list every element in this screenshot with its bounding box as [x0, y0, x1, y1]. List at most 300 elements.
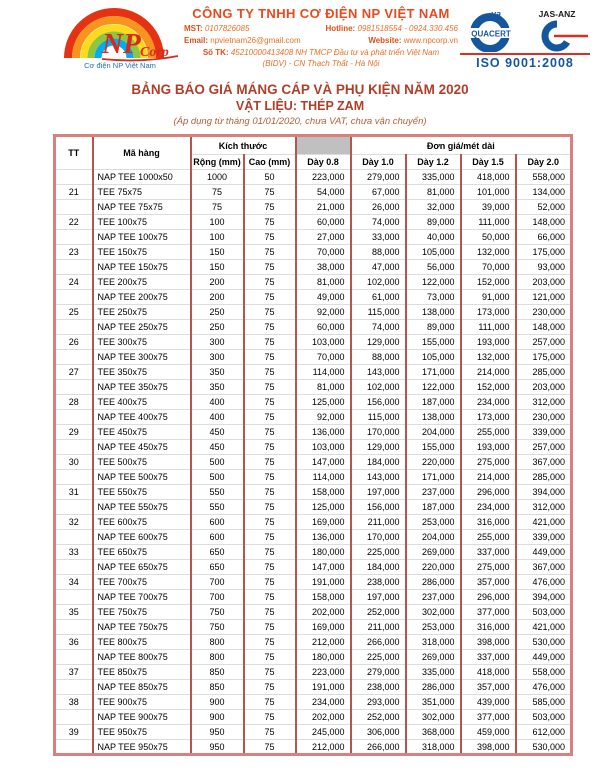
- ma-hang-cell: NAP TEE 950x75: [93, 740, 191, 755]
- tt-cell: [55, 620, 93, 635]
- price-day15-cell: 152,000: [461, 275, 516, 290]
- price-day10-cell: 211,000: [351, 515, 406, 530]
- price-day12-cell: 187,000: [406, 395, 461, 410]
- ma-hang-cell: TEE 850x75: [93, 665, 191, 680]
- price-table: [53, 134, 573, 756]
- rong-cell: 750: [191, 620, 244, 635]
- ma-hang-cell: TEE 650x75: [93, 545, 191, 560]
- cao-cell: 75: [244, 515, 296, 530]
- price-day20-cell: 530,000: [516, 740, 572, 755]
- rong-cell: 550: [191, 485, 244, 500]
- price-day15-cell: 357,000: [461, 680, 516, 695]
- tt-cell: [55, 410, 93, 425]
- rong-cell: 850: [191, 680, 244, 695]
- ma-hang-cell: NAP TEE 400x75: [93, 410, 191, 425]
- price-day10-cell: 143,000: [351, 365, 406, 380]
- price-day12-cell: 269,000: [406, 650, 461, 665]
- price-day10-cell: 61,000: [351, 290, 406, 305]
- price-day12-cell: 237,000: [406, 485, 461, 500]
- table-row: [55, 485, 572, 500]
- price-day15-cell: 70,000: [461, 260, 516, 275]
- table-row: [55, 170, 572, 185]
- price-day10-cell: 225,000: [351, 650, 406, 665]
- price-day12-cell: 253,000: [406, 620, 461, 635]
- ma-hang-cell: NAP TEE 150x75: [93, 260, 191, 275]
- npcorp-logo: [56, 6, 184, 72]
- quacert-icon: [460, 8, 522, 52]
- table-row: [55, 410, 572, 425]
- email: Email: npvietnam26@gmail.com: [184, 36, 301, 45]
- rong-cell: 250: [191, 305, 244, 320]
- rong-cell: 600: [191, 515, 244, 530]
- price-day12-cell: 138,000: [406, 410, 461, 425]
- price-day12-cell: 40,000: [406, 230, 461, 245]
- table-row: [55, 215, 572, 230]
- cao-cell: 75: [244, 695, 296, 710]
- ma-hang-cell: NAP TEE 650x75: [93, 560, 191, 575]
- tt-cell: 34: [55, 575, 93, 590]
- col-header-tt: TT: [55, 136, 93, 170]
- table-row: [55, 515, 572, 530]
- price-day15-cell: 173,000: [461, 305, 516, 320]
- price-day10-cell: 306,000: [351, 725, 406, 740]
- col-group-don-gia: Đơn giá/mét dài: [351, 136, 572, 155]
- tt-cell: [55, 380, 93, 395]
- price-day20-cell: 558,000: [516, 170, 572, 185]
- price-day08-cell: 180,000: [296, 545, 351, 560]
- price-day15-cell: 418,000: [461, 170, 516, 185]
- price-day10-cell: 88,000: [351, 245, 406, 260]
- price-day15-cell: 377,000: [461, 710, 516, 725]
- price-day12-cell: 32,000: [406, 200, 461, 215]
- rong-cell: 600: [191, 530, 244, 545]
- ma-hang-cell: NAP TEE 600x75: [93, 530, 191, 545]
- tt-cell: 21: [55, 185, 93, 200]
- price-day15-cell: 193,000: [461, 440, 516, 455]
- cao-cell: 50: [244, 170, 296, 185]
- company-info: [182, 6, 460, 70]
- price-day12-cell: 122,000: [406, 275, 461, 290]
- price-day10-cell: 252,000: [351, 710, 406, 725]
- price-day15-cell: 275,000: [461, 560, 516, 575]
- table-row: [55, 620, 572, 635]
- tt-cell: [55, 470, 93, 485]
- jas-anz-text: JAS-ANZ: [538, 9, 576, 19]
- ma-hang-cell: NAP TEE 500x75: [93, 470, 191, 485]
- col-header-day-20: Dày 2.0: [516, 155, 572, 170]
- price-day10-cell: 211,000: [351, 620, 406, 635]
- red-divider: [460, 53, 590, 55]
- rong-cell: 150: [191, 260, 244, 275]
- ma-hang-cell: NAP TEE 75x75: [93, 200, 191, 215]
- price-day20-cell: 503,000: [516, 605, 572, 620]
- cao-cell: 75: [244, 575, 296, 590]
- price-day15-cell: 275,000: [461, 455, 516, 470]
- tt-cell: 25: [55, 305, 93, 320]
- price-day10-cell: 74,000: [351, 215, 406, 230]
- table-row: [55, 425, 572, 440]
- cao-cell: 75: [244, 335, 296, 350]
- tt-cell: 37: [55, 665, 93, 680]
- tt-cell: [55, 200, 93, 215]
- price-day20-cell: 312,000: [516, 500, 572, 515]
- price-day10-cell: 279,000: [351, 170, 406, 185]
- price-day15-cell: 337,000: [461, 545, 516, 560]
- price-day10-cell: 170,000: [351, 530, 406, 545]
- cao-cell: 75: [244, 545, 296, 560]
- price-day15-cell: 214,000: [461, 470, 516, 485]
- table-row: [55, 665, 572, 680]
- price-day08-cell: 60,000: [296, 320, 351, 335]
- ma-hang-cell: TEE 700x75: [93, 575, 191, 590]
- price-day12-cell: 318,000: [406, 740, 461, 755]
- price-day10-cell: 67,000: [351, 185, 406, 200]
- validity-note: (Áp dụng từ tháng 01/01/2020, chưa VAT, chưa vận chuyển): [173, 116, 427, 127]
- price-day15-cell: 234,000: [461, 500, 516, 515]
- price-day15-cell: 39,000: [461, 200, 516, 215]
- col-header-ma-hang: Mã hàng: [93, 136, 191, 170]
- price-day15-cell: 296,000: [461, 485, 516, 500]
- ma-hang-cell: NAP TEE 350x75: [93, 380, 191, 395]
- cao-cell: 75: [244, 230, 296, 245]
- price-day20-cell: 394,000: [516, 590, 572, 605]
- price-day08-cell: 136,000: [296, 425, 351, 440]
- page-title: BẢNG BÁO GIÁ MÁNG CÁP VÀ PHỤ KIỆN NĂM 2020: [131, 82, 469, 97]
- price-day20-cell: 449,000: [516, 650, 572, 665]
- price-day20-cell: 134,000: [516, 185, 572, 200]
- logo-np-text: NP: [102, 28, 141, 60]
- price-day15-cell: 377,000: [461, 605, 516, 620]
- price-table-body: [55, 170, 572, 755]
- cao-cell: 75: [244, 665, 296, 680]
- price-day20-cell: 612,000: [516, 725, 572, 740]
- table-row: [55, 680, 572, 695]
- tt-cell: 36: [55, 635, 93, 650]
- price-day12-cell: 269,000: [406, 545, 461, 560]
- price-day10-cell: 74,000: [351, 320, 406, 335]
- price-day15-cell: 50,000: [461, 230, 516, 245]
- price-day12-cell: 253,000: [406, 515, 461, 530]
- price-day20-cell: 312,000: [516, 395, 572, 410]
- cao-cell: 75: [244, 680, 296, 695]
- ma-hang-cell: TEE 600x75: [93, 515, 191, 530]
- table-row: [55, 185, 572, 200]
- price-day10-cell: 129,000: [351, 335, 406, 350]
- tt-cell: [55, 230, 93, 245]
- mst: MST: 0107826085: [184, 24, 250, 33]
- price-day10-cell: 33,000: [351, 230, 406, 245]
- cao-cell: 75: [244, 320, 296, 335]
- price-day15-cell: 296,000: [461, 590, 516, 605]
- rong-cell: 100: [191, 230, 244, 245]
- table-row: [55, 695, 572, 710]
- price-day15-cell: 132,000: [461, 245, 516, 260]
- rong-cell: 850: [191, 665, 244, 680]
- price-day08-cell: 125,000: [296, 500, 351, 515]
- price-day12-cell: 335,000: [406, 665, 461, 680]
- cao-cell: 75: [244, 650, 296, 665]
- table-row: [55, 635, 572, 650]
- price-day08-cell: 70,000: [296, 350, 351, 365]
- certifications: [458, 8, 592, 70]
- rong-cell: 350: [191, 380, 244, 395]
- price-day08-cell: 81,000: [296, 275, 351, 290]
- tt-cell: 32: [55, 515, 93, 530]
- cao-cell: 75: [244, 305, 296, 320]
- tt-cell: 30: [55, 455, 93, 470]
- tt-cell: [55, 590, 93, 605]
- price-day12-cell: 318,000: [406, 635, 461, 650]
- price-day10-cell: 170,000: [351, 425, 406, 440]
- price-day08-cell: 114,000: [296, 365, 351, 380]
- website: Website: www.npcorp.vn: [368, 36, 458, 45]
- tt-cell: [55, 290, 93, 305]
- price-day15-cell: 418,000: [461, 665, 516, 680]
- tt-cell: 26: [55, 335, 93, 350]
- price-day12-cell: 220,000: [406, 560, 461, 575]
- price-day08-cell: 169,000: [296, 515, 351, 530]
- rong-cell: 75: [191, 185, 244, 200]
- price-day12-cell: 122,000: [406, 380, 461, 395]
- rong-cell: 650: [191, 545, 244, 560]
- price-table-header: [55, 136, 572, 170]
- cao-cell: 75: [244, 395, 296, 410]
- price-day12-cell: 81,000: [406, 185, 461, 200]
- price-day12-cell: 204,000: [406, 425, 461, 440]
- price-day20-cell: 230,000: [516, 410, 572, 425]
- price-day10-cell: 115,000: [351, 305, 406, 320]
- price-day20-cell: 421,000: [516, 515, 572, 530]
- price-day08-cell: 60,000: [296, 215, 351, 230]
- tt-cell: 31: [55, 485, 93, 500]
- price-day20-cell: 285,000: [516, 365, 572, 380]
- table-row: [55, 275, 572, 290]
- tt-cell: [55, 650, 93, 665]
- price-day10-cell: 238,000: [351, 680, 406, 695]
- price-day12-cell: 138,000: [406, 305, 461, 320]
- table-row: [55, 395, 572, 410]
- price-day20-cell: 339,000: [516, 425, 572, 440]
- rong-cell: 200: [191, 290, 244, 305]
- price-day15-cell: 255,000: [461, 425, 516, 440]
- price-day12-cell: 286,000: [406, 575, 461, 590]
- price-day15-cell: 459,000: [461, 725, 516, 740]
- price-day20-cell: 66,000: [516, 230, 572, 245]
- col-header-rong: Rộng (mm): [191, 155, 244, 170]
- col-header-day-08: Dày 0.8: [296, 155, 351, 170]
- price-day08-cell: 212,000: [296, 740, 351, 755]
- price-day20-cell: 257,000: [516, 335, 572, 350]
- price-day12-cell: 73,000: [406, 290, 461, 305]
- rong-cell: 100: [191, 215, 244, 230]
- price-day08-cell: 136,000: [296, 530, 351, 545]
- price-day08-cell: 158,000: [296, 485, 351, 500]
- price-day15-cell: 91,000: [461, 290, 516, 305]
- ma-hang-cell: NAP TEE 900x75: [93, 710, 191, 725]
- ma-hang-cell: TEE 100x75: [93, 215, 191, 230]
- ma-hang-cell: TEE 150x75: [93, 245, 191, 260]
- price-day08-cell: 212,000: [296, 635, 351, 650]
- ma-hang-cell: TEE 250x75: [93, 305, 191, 320]
- price-day08-cell: 38,000: [296, 260, 351, 275]
- tt-cell: [55, 530, 93, 545]
- cao-cell: 75: [244, 590, 296, 605]
- price-day15-cell: 173,000: [461, 410, 516, 425]
- price-day08-cell: 103,000: [296, 335, 351, 350]
- rainbow-logo-icon: [56, 6, 184, 72]
- price-day12-cell: 286,000: [406, 680, 461, 695]
- table-row: [55, 200, 572, 215]
- price-day10-cell: 102,000: [351, 275, 406, 290]
- price-day20-cell: 449,000: [516, 545, 572, 560]
- cao-cell: 75: [244, 200, 296, 215]
- cao-cell: 75: [244, 260, 296, 275]
- table-row: [55, 590, 572, 605]
- price-day08-cell: 169,000: [296, 620, 351, 635]
- rong-cell: 950: [191, 740, 244, 755]
- tt-cell: 27: [55, 365, 93, 380]
- ma-hang-cell: TEE 900x75: [93, 695, 191, 710]
- table-row: [55, 380, 572, 395]
- price-day12-cell: 171,000: [406, 470, 461, 485]
- tt-cell: 23: [55, 245, 93, 260]
- cao-cell: 75: [244, 440, 296, 455]
- rong-cell: 75: [191, 200, 244, 215]
- price-day20-cell: 367,000: [516, 560, 572, 575]
- rong-cell: 950: [191, 725, 244, 740]
- tt-cell: 33: [55, 545, 93, 560]
- price-day10-cell: 115,000: [351, 410, 406, 425]
- ma-hang-cell: NAP TEE 450x75: [93, 440, 191, 455]
- tt-cell: 29: [55, 425, 93, 440]
- price-day12-cell: 105,000: [406, 245, 461, 260]
- table-row: [55, 365, 572, 380]
- ma-hang-cell: TEE 750x75: [93, 605, 191, 620]
- price-day08-cell: 223,000: [296, 665, 351, 680]
- cao-cell: 75: [244, 215, 296, 230]
- price-day08-cell: 27,000: [296, 230, 351, 245]
- price-day20-cell: 257,000: [516, 440, 572, 455]
- ma-hang-cell: TEE 200x75: [93, 275, 191, 290]
- ma-hang-cell: TEE 950x75: [93, 725, 191, 740]
- tt-cell: 28: [55, 395, 93, 410]
- price-day15-cell: 214,000: [461, 365, 516, 380]
- price-day08-cell: 147,000: [296, 455, 351, 470]
- cao-cell: 75: [244, 740, 296, 755]
- price-day12-cell: 89,000: [406, 320, 461, 335]
- cao-cell: 75: [244, 245, 296, 260]
- rong-cell: 800: [191, 650, 244, 665]
- table-row: [55, 455, 572, 470]
- price-day08-cell: 49,000: [296, 290, 351, 305]
- ma-hang-cell: TEE 300x75: [93, 335, 191, 350]
- price-day08-cell: 103,000: [296, 440, 351, 455]
- price-day10-cell: 266,000: [351, 635, 406, 650]
- price-day20-cell: 203,000: [516, 275, 572, 290]
- price-day12-cell: 105,000: [406, 350, 461, 365]
- ma-hang-cell: NAP TEE 300x75: [93, 350, 191, 365]
- price-day08-cell: 114,000: [296, 470, 351, 485]
- price-day15-cell: 337,000: [461, 650, 516, 665]
- rong-cell: 450: [191, 440, 244, 455]
- tt-cell: [55, 710, 93, 725]
- gray-spacer-cell: [296, 136, 351, 155]
- table-row: [55, 530, 572, 545]
- price-day15-cell: 398,000: [461, 635, 516, 650]
- hotline: Hotline: 0981518554 - 0924.330.456: [325, 24, 458, 33]
- price-day12-cell: 89,000: [406, 215, 461, 230]
- price-day20-cell: 175,000: [516, 245, 572, 260]
- price-day10-cell: 26,000: [351, 200, 406, 215]
- price-day15-cell: 101,000: [461, 185, 516, 200]
- table-row: [55, 545, 572, 560]
- price-day08-cell: 125,000: [296, 395, 351, 410]
- rong-cell: 800: [191, 635, 244, 650]
- tt-cell: [55, 560, 93, 575]
- ma-hang-cell: NAP TEE 250x75: [93, 320, 191, 335]
- col-header-day-12: Dày 1.2: [406, 155, 461, 170]
- ma-hang-cell: TEE 450x75: [93, 425, 191, 440]
- price-day10-cell: 293,000: [351, 695, 406, 710]
- table-row: [55, 575, 572, 590]
- rong-cell: 250: [191, 320, 244, 335]
- price-day10-cell: 156,000: [351, 395, 406, 410]
- price-day15-cell: 398,000: [461, 740, 516, 755]
- price-day10-cell: 252,000: [351, 605, 406, 620]
- tt-cell: [55, 260, 93, 275]
- price-day10-cell: 184,000: [351, 560, 406, 575]
- rong-cell: 300: [191, 335, 244, 350]
- ma-hang-cell: NAP TEE 1000x50: [93, 170, 191, 185]
- price-day10-cell: 197,000: [351, 590, 406, 605]
- rong-cell: 400: [191, 410, 244, 425]
- price-day08-cell: 245,000: [296, 725, 351, 740]
- cao-cell: 75: [244, 365, 296, 380]
- price-day12-cell: 155,000: [406, 335, 461, 350]
- cao-cell: 75: [244, 185, 296, 200]
- price-day10-cell: 266,000: [351, 740, 406, 755]
- price-day12-cell: 204,000: [406, 530, 461, 545]
- table-row: [55, 305, 572, 320]
- table-row: [55, 245, 572, 260]
- price-day10-cell: 197,000: [351, 485, 406, 500]
- price-day15-cell: 316,000: [461, 515, 516, 530]
- tt-cell: [55, 350, 93, 365]
- price-day15-cell: 234,000: [461, 395, 516, 410]
- cao-cell: 75: [244, 710, 296, 725]
- price-day12-cell: 335,000: [406, 170, 461, 185]
- price-day08-cell: 54,000: [296, 185, 351, 200]
- table-row: [55, 320, 572, 335]
- tt-cell: [55, 440, 93, 455]
- price-day08-cell: 234,000: [296, 695, 351, 710]
- price-day12-cell: 187,000: [406, 500, 461, 515]
- ma-hang-cell: NAP TEE 550x75: [93, 500, 191, 515]
- price-day20-cell: 230,000: [516, 305, 572, 320]
- table-row: [55, 560, 572, 575]
- price-day20-cell: 530,000: [516, 635, 572, 650]
- tt-cell: [55, 500, 93, 515]
- price-day08-cell: 202,000: [296, 710, 351, 725]
- price-day10-cell: 102,000: [351, 380, 406, 395]
- price-day20-cell: 175,000: [516, 350, 572, 365]
- rong-cell: 150: [191, 245, 244, 260]
- price-day15-cell: 152,000: [461, 380, 516, 395]
- cao-cell: 75: [244, 275, 296, 290]
- cao-cell: 75: [244, 455, 296, 470]
- price-day15-cell: 357,000: [461, 575, 516, 590]
- price-day20-cell: 52,000: [516, 200, 572, 215]
